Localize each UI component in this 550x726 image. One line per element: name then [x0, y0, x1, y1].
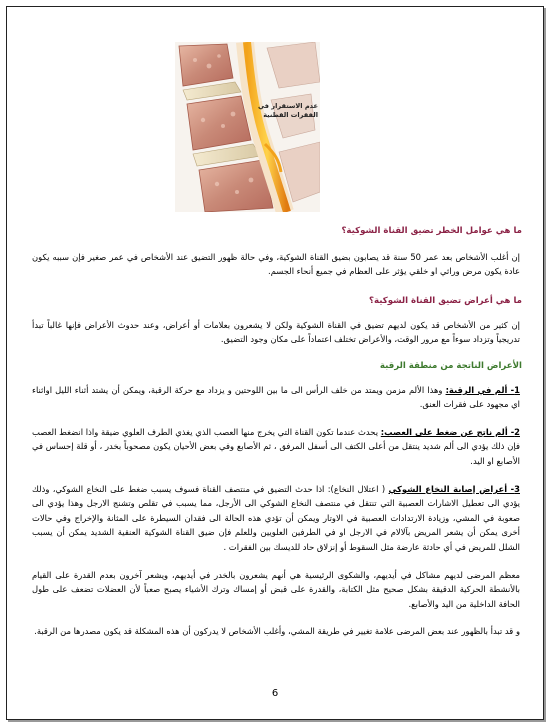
risk-factors-heading: ما هي عوامل الخطر تضيق القناة الشوكية؟	[341, 226, 522, 236]
walking-paragraph: و قد تبدأ بالظهور عند بعض المرضى علامة تغيير في طريقة المشي، وأغلب الأشخاص لا يدركون أن هذه المشكلة قد يكون مصدرها من الرقبة.	[34, 626, 520, 636]
page-number: 6	[271, 688, 279, 699]
spinal-cord-title: 3- أعراض إصابة النخاع الشوكي	[388, 484, 520, 494]
hands-paragraph: معظم المرضى لديهم مشاكل في أيديهم، والشكوى الرئيسية هي أنهم يشعرون بالخدر في أيديهم، ويشعر آخرون بعدم القدرة على القيام بالأنشطة الحركية الدقيقة بشكل صحيح مثل الكتابة، والقدرة على قبض أو إمساك وترك الأشياء يصبح صعباً لأن العضلات تضعف على طول الحافة الداخلية من اليد والأصابع.	[32, 570, 520, 609]
neck-pain-title: 1- ألم في الرقبة:	[445, 385, 520, 395]
nerve-pressure-item	[32, 425, 520, 468]
neck-pain-item	[32, 383, 520, 412]
spinal-cord-text: ( اعتلال النخاع): اذا حدث التضيق في منتصف القناة فسوف يسبب ضغط على النخاع الشوكي، وذلك يؤدي الى تعطيل الاشارات العصبية التي تنتقل في منتصف النخاع الشوكي الى الأرجل، مما يسبب في تقلص وتشنج الارجل وهذا يؤدي الى صعوبة في المشي، وزيادة الارتدادات العصبية في الاوتار ويمكن أن تؤدي هذه الحالة الى فقدان السيطرة على المثانة والإخراج وفي حالات أخرى يمكن أن يشعر المريض بآلالام في الارجل او في الطرفين العلويين وللعلم فإن ضيق القناة الشوكية العنقية الشديد يمكن أن يسبب الشلل للمريض في أي حادثة عارضة مثل السقوط أو إنزلاق حاد للديسك بين الفقرات .	[32, 484, 520, 552]
figure-caption: عدم الاستقرار في الفقرات القطنية	[258, 102, 318, 119]
symptoms-heading: ما هي أعراض تضيق القناة الشوكية؟	[369, 296, 522, 306]
risk-factors-paragraph: إن أغلب الأشخاص بعد عمر 50 سنة قد يصابون بضيق القناة الشوكية، وفي حالة ظهور التضيق عند الأشخاص في عمر صغير فإن سببه يكون عادة يكون مرض وراثي او خلقي يؤثر على العظام في جميع أنحاء الجسم.	[32, 252, 521, 277]
neck-pain-text: وهذا الألم مزمن ويمتد من خلف الرأس الى ما بين اللوحتين و يزداد مع حركة الرقبة، ويمكن أن يشتد أثناء الليل اواثناء اي مجهود على فقرات العنق.	[32, 385, 520, 410]
spinal-cord-item	[32, 482, 520, 554]
nerve-pressure-text: يحدث عندما تكون القناة التي يخرج منها العصب الذي يغذي الطرف العلوي ضيقة واذا انضغط العصب فإن ذلك يؤدي الى ألم شديد ينتقل من أعلى الكتف الى أسفل المرفق ، ثم الأصابع وفي بعض الأحيان يكون مصحوباً بخدر ، أو قلة إحساس في الأصابع او اليد.	[32, 427, 520, 466]
symptoms-paragraph: إن كثير من الأشخاص قد يكون لديهم تضيق في القناة الشوكية ولكن لا يشعرون بعلامات أو أعراض، وعند حدوث الأعراض فإنها غالباً تبدأ تدريجياً وتزداد سوءاً مع مرور الوقت، والأعراض تختلف اعتماداً على مكان وجود التضيق.	[32, 320, 520, 345]
spine-illustration	[175, 42, 320, 212]
neck-symptoms-heading: الأعراض الناتجة من منطقة الرقبة	[379, 361, 522, 371]
nerve-pressure-title: 2- ألم ناتج عن ضغط على العصب:	[380, 427, 520, 437]
